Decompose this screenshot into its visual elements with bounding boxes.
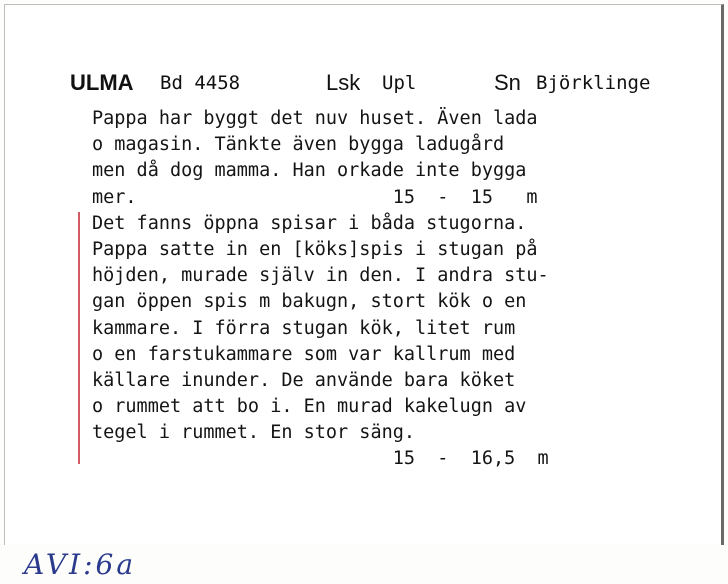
text-line: Pappa har byggt det nuv huset. Även lada: [92, 108, 538, 129]
text-line: o en farstukammare som var kallrum med: [92, 343, 516, 365]
text-line: o magasin. Tänkte även bygga ladugård: [92, 134, 505, 156]
text-line: Det fanns öppna spisar i båda stugorna.: [92, 212, 527, 234]
handwritten-archive-note: AVI:6a: [24, 548, 137, 581]
sn-label: Sn: [494, 70, 521, 95]
card-body-text: [92, 106, 692, 473]
measurement-line: mer. 15 - 15 m: [92, 186, 538, 208]
archive-label: ULMA: [70, 70, 134, 95]
text-line: men då dog mamma. Han orkade inte bygga: [92, 160, 527, 182]
text-line: o rummet att bo i. En murad kakelugn av: [92, 396, 527, 418]
text-line: tegel i rummet. En stor säng.: [92, 422, 416, 444]
lsk-label: Lsk: [326, 70, 361, 95]
lsk-value: Upl: [382, 72, 417, 94]
margin-rule: [78, 212, 80, 464]
sn-value: Björklinge: [536, 72, 651, 94]
text-line: källare inunder. De använde bara köket: [92, 369, 516, 391]
text-line: kammare. I förra stugan kök, litet rum: [92, 317, 516, 339]
measurement-line: 15 - 16,5 m: [92, 448, 549, 470]
text-line: höjden, murade själv in den. I andra stu-: [92, 265, 549, 287]
volume-number: Bd 4458: [160, 72, 241, 94]
text-line: gan öppen spis m bakugn, stort kök o en: [92, 291, 527, 313]
text-line: Pappa satte in en [köks]spis i stugan på: [92, 238, 538, 260]
